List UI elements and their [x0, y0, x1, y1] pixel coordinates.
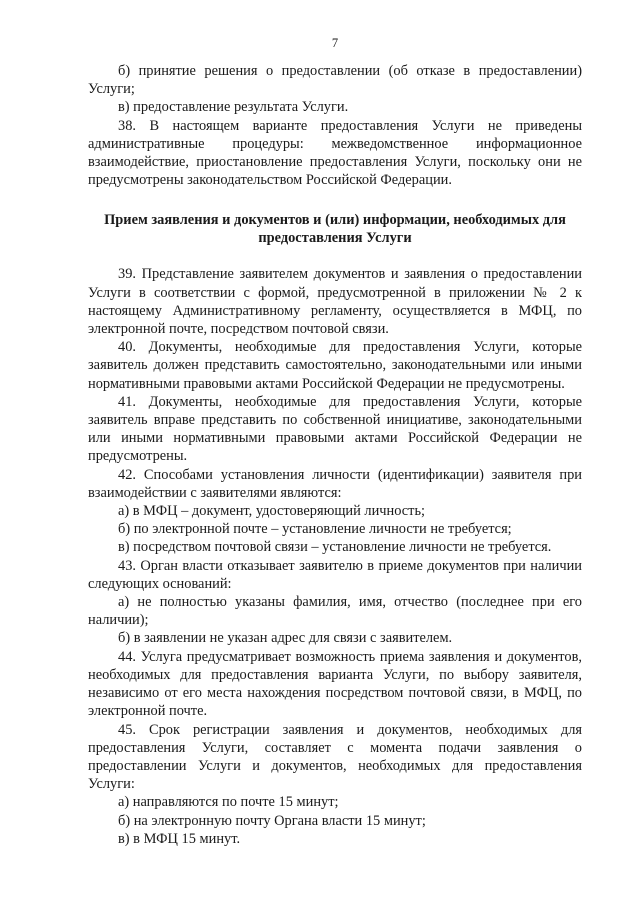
list-item-43b: б) в заявлении не указан адрес для связи с заявителем.: [118, 630, 453, 647]
list-item-45b: б) на электронную почту Органа власти 15 минут;: [118, 812, 426, 829]
list-item-42b: б) по электронной почте – установление личности не требуется;: [118, 521, 512, 538]
list-item-43a: а) не полностью указаны фамилия, имя, отчество (последнее при его наличии);: [88, 594, 582, 629]
paragraph-38: 38. В настоящем варианте предоставления Услуги не приведены административные процедуры: межведомственное информационное взаимодействие, приостановление предоставления Услуги, поскольку они не предусмотрены законодательством Российской Федерации.: [88, 117, 582, 189]
list-item-42c: в) посредством почтовой связи – установление личности не требуется.: [118, 539, 552, 556]
paragraph-result: в) предоставление результата Услуги.: [118, 99, 349, 116]
paragraph-41: 41. Документы, необходимые для предоставления Услуги, которые заявитель вправе представить по собственной инициативе, законодательными или иными нормативными правовыми актами Российской Федерации не предусмотрены.: [88, 393, 582, 465]
list-item-45a: а) направляются по почте 15 минут;: [118, 794, 339, 811]
paragraph-44: 44. Услуга предусматривает возможность приема заявления и документов, необходимых для предоставления варианта Услуги, по выбору заявителя, независимо от его места нахождения посредством почтовой связи, в МФЦ, по электронной почте.: [88, 648, 582, 720]
document-body: [88, 62, 582, 848]
paragraph-43: 43. Орган власти отказывает заявителю в приеме документов при наличии следующих оснований:: [88, 557, 582, 592]
paragraph-decision: б) принятие решения о предоставлении (об отказе в предоставлении) Услуги;: [88, 63, 582, 98]
paragraph-45: 45. Срок регистрации заявления и документов, необходимых для предоставления Услуги, составляет с момента подачи заявления о предоставлении Услуги и документов, необходимых для предоставления Услуги:: [88, 721, 582, 793]
paragraph-42: 42. Способами установления личности (идентификации) заявителя при взаимодействии с заявителями являются:: [88, 466, 582, 501]
list-item-42a: а) в МФЦ – документ, удостоверяющий личность;: [118, 503, 426, 520]
page-number: 7: [331, 36, 339, 50]
paragraph-40: 40. Документы, необходимые для предоставления Услуги, которые заявитель должен представить самостоятельно, законодательными или иными нормативными правовыми актами Российской Федерации не предусмотрены.: [88, 339, 582, 392]
paragraph-39: 39. Представление заявителем документов и заявления о предоставлении Услуги в соответствии с формой, предусмотренной в приложении № 2 к настоящему Административному регламенту, осуществляется в МФЦ, по электронной почте, посредством почтовой связи.: [88, 266, 582, 338]
list-item-45c: в) в МФЦ 15 минут.: [118, 830, 241, 847]
section-heading: Прием заявления и документов и (или) информации, необходимых для предоставления Услуги: [104, 212, 566, 247]
